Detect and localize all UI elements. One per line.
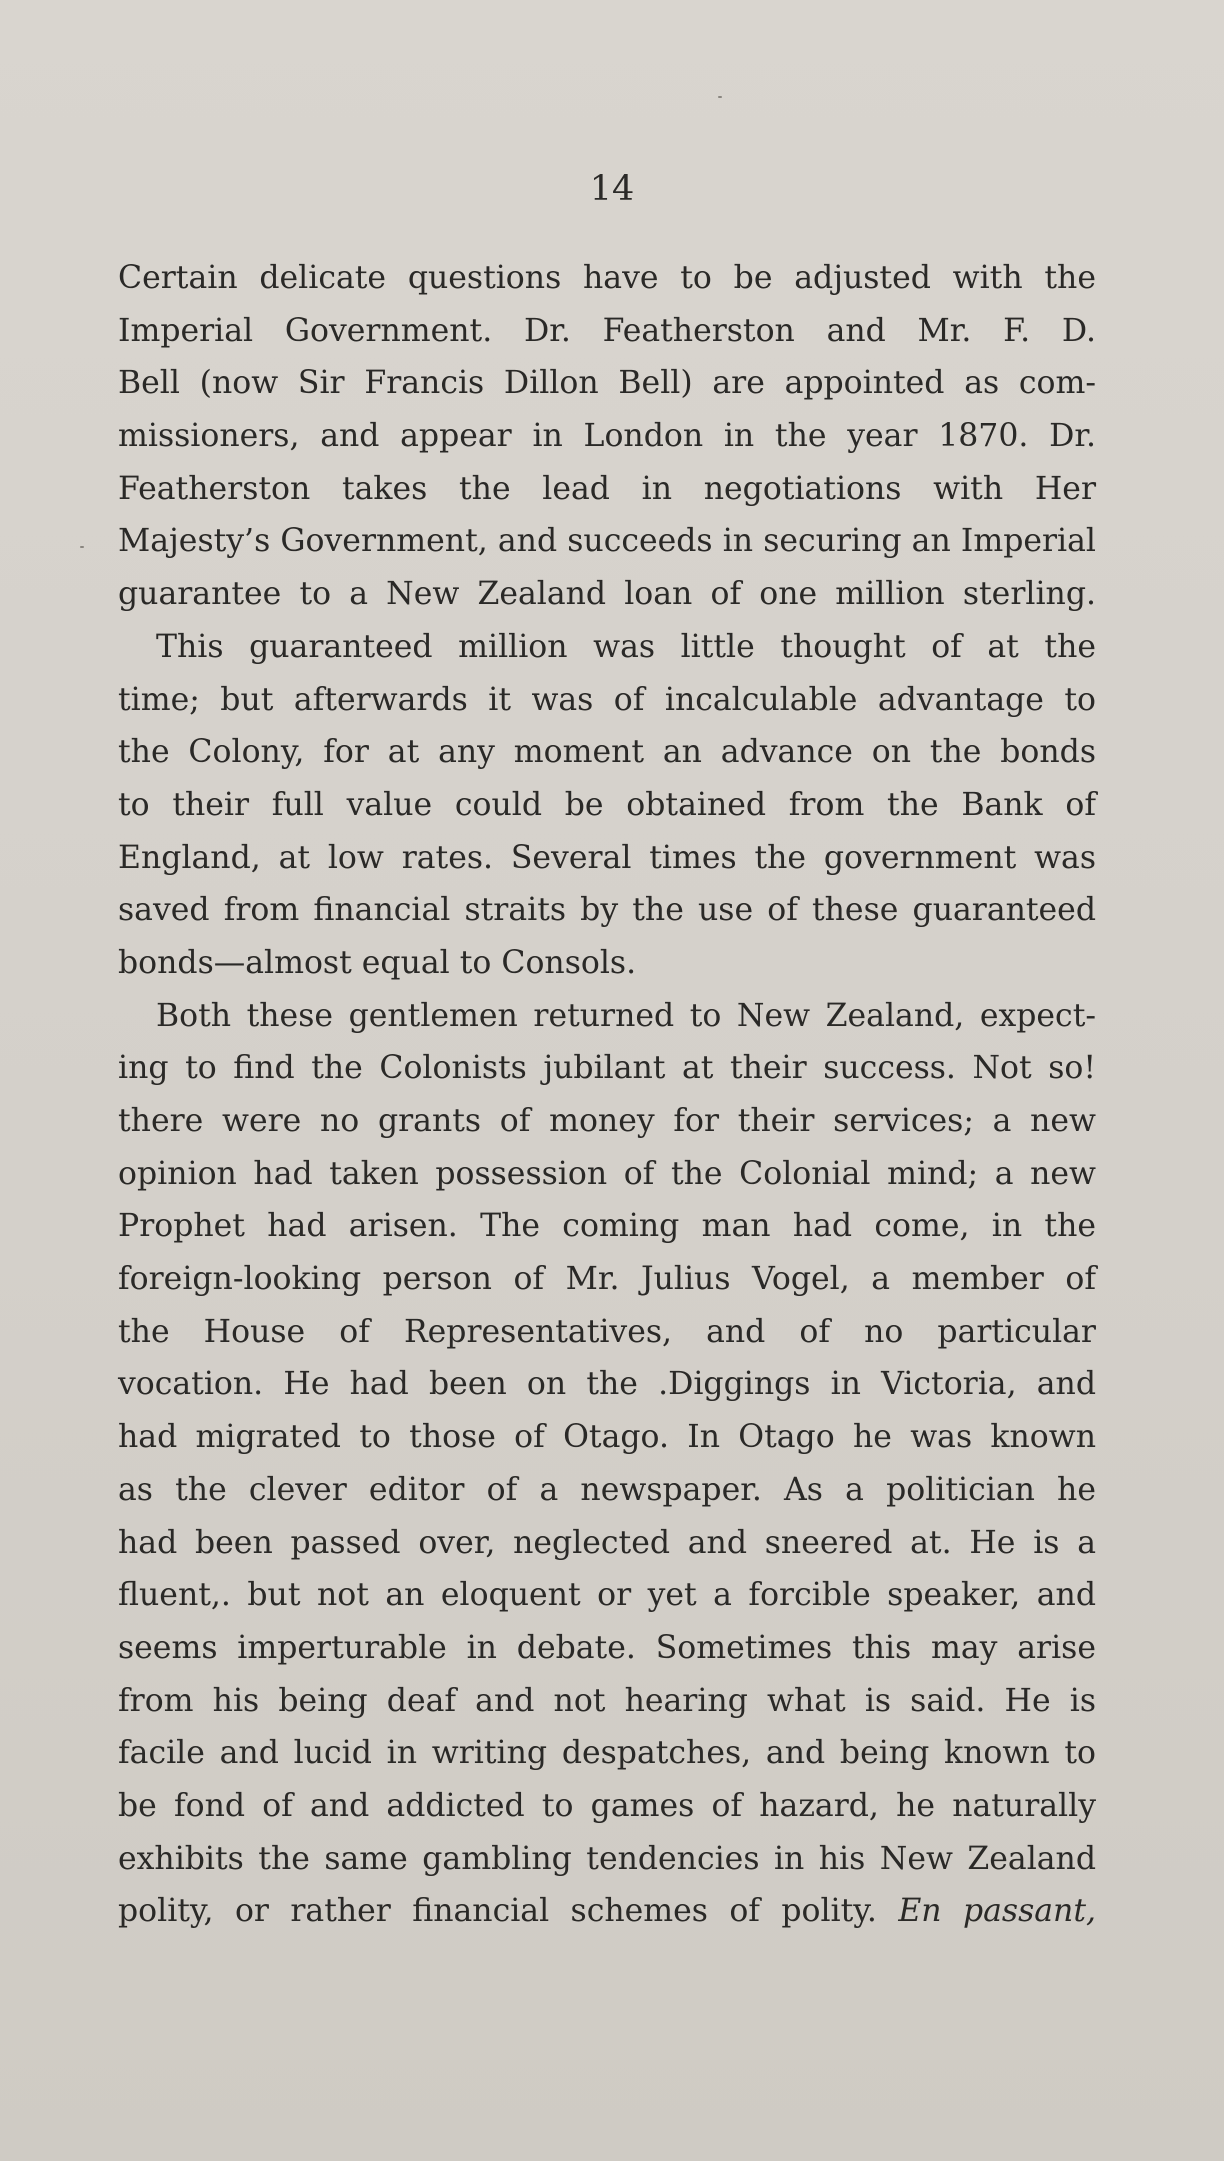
text-line: facile and lucid in writing despatches, and being known to: [118, 1735, 1096, 1772]
body-text: [118, 252, 1096, 1938]
text-line: Both these gentlemen returned to New Zealand, expect-: [156, 997, 1096, 1034]
text-line: vocation. He had been on the .Diggings in Victoria, and: [118, 1366, 1096, 1403]
text-line: opinion had taken possession of the Colonial mind; a new: [118, 1155, 1096, 1192]
text-line: time; but afterwards it was of incalculable advantage to: [118, 681, 1096, 718]
text-line-with-italic: [118, 1885, 1096, 1938]
paper-speck: [718, 96, 722, 98]
text-line: Imperial Government. Dr. Featherston and Mr. F. D.: [118, 312, 1096, 349]
text-line: had migrated to those of Otago. In Otago he was known: [118, 1419, 1096, 1456]
text-line: Bell (now Sir Francis Dillon Bell) are appointed as com-: [118, 365, 1096, 402]
text-line: the Colony, for at any moment an advance on the bonds: [118, 734, 1096, 771]
text-line: bonds—almost equal to Consols.: [118, 944, 637, 981]
text-line: there were no grants of money for their services; a new: [118, 1103, 1096, 1139]
text-line: Certain delicate questions have to be adjusted with the: [118, 260, 1096, 296]
paper-speck: [80, 546, 84, 548]
text-line: Prophet had arisen. The coming man had come, in the: [118, 1208, 1096, 1245]
text-line: seems imperturable in debate. Sometimes this may arise: [118, 1629, 1096, 1666]
text-line: to their full value could be obtained from the Bank of: [118, 786, 1096, 823]
text-line: as the clever editor of a newspaper. As a politician he: [118, 1471, 1096, 1508]
italic-phrase: En passant,: [898, 1893, 1096, 1930]
text-line: missioners, and appear in London in the year 1870. Dr.: [118, 418, 1096, 455]
text-line: the House of Representatives, and of no particular: [118, 1313, 1096, 1350]
page-number: 14: [589, 169, 635, 209]
text-line: Majesty’s Government, and succeeds in securing an Imperial: [118, 523, 1096, 560]
text-line: be fond of and addicted to games of hazard, he naturally: [118, 1787, 1096, 1824]
text-line-roman: polity, or rather financial schemes of polity.: [118, 1893, 877, 1930]
text-line: saved from financial straits by the use of these guaranteed: [118, 892, 1096, 929]
text-line: This guaranteed million was little thought of at the: [156, 628, 1096, 665]
text-line: Featherston takes the lead in negotiations with Her: [118, 470, 1096, 507]
text-line: exhibits the same gambling tendencies in his New Zealand: [118, 1840, 1096, 1877]
text-line: from his being deaf and not hearing what is said. He is: [118, 1682, 1096, 1719]
text-line: guarantee to a New Zealand loan of one million sterling.: [118, 576, 1096, 613]
text-line: England, at low rates. Several times the government was: [118, 839, 1096, 876]
text-line: had been passed over, neglected and sneered at. He is a: [118, 1524, 1096, 1561]
text-line: ing to find the Colonists jubilant at their success. Not so!: [118, 1050, 1096, 1087]
text-line: foreign-looking person of Mr. Julius Vogel, a member of: [118, 1261, 1096, 1298]
text-line: fluent,. but not an eloquent or yet a forcible speaker, and: [118, 1577, 1096, 1614]
